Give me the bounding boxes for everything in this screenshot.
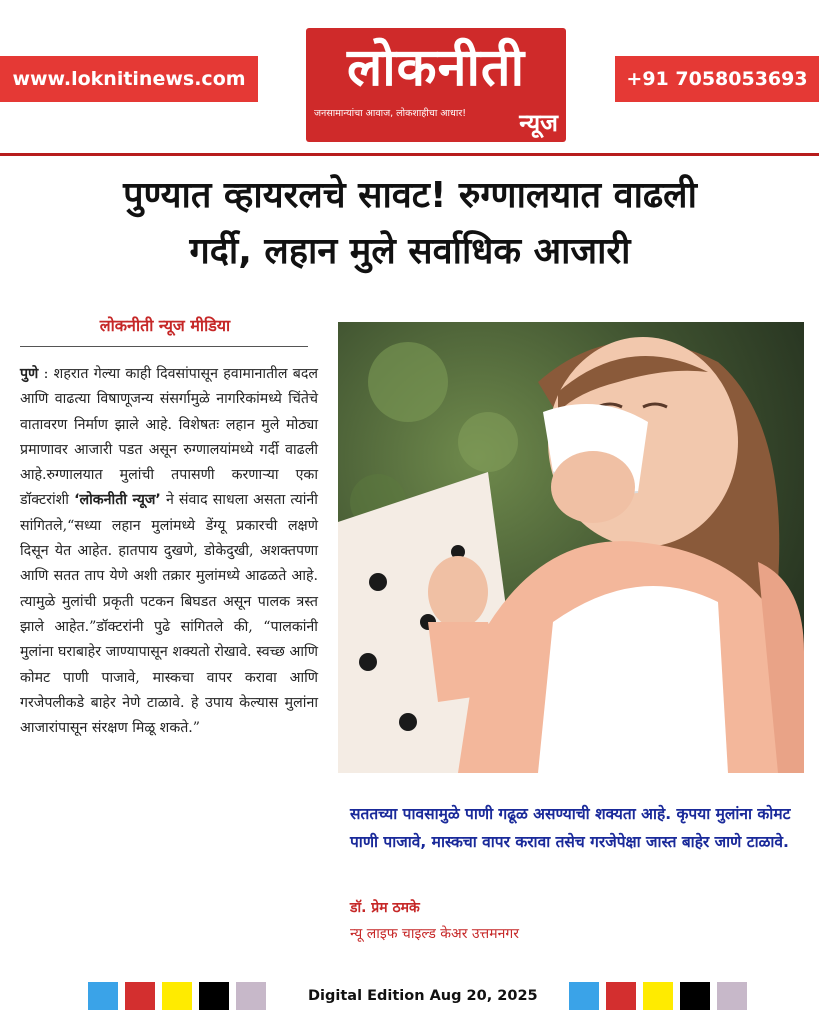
color-swatch-red <box>606 982 636 1010</box>
phone-number[interactable]: +91 7058053693 <box>626 68 808 90</box>
doctor-name: डॉ. प्रेम ठमके <box>350 900 420 916</box>
logo-sub-text: न्यूज <box>519 109 558 137</box>
color-swatch-cyan <box>88 982 118 1010</box>
color-swatch-lilac <box>717 982 747 1010</box>
hospital-name: न्यू लाइफ चाइल्ड केअर उत्तमनगर <box>350 926 519 942</box>
color-swatch-cyan <box>569 982 599 1010</box>
logo-main-text: लोकनीती <box>346 38 526 98</box>
byline-divider <box>20 346 308 347</box>
article-photo <box>338 322 804 773</box>
color-swatch-yellow <box>643 982 673 1010</box>
color-swatch-black <box>199 982 229 1010</box>
brand-mention: ‘लोकनीती न्यूज’ <box>74 492 161 509</box>
logo-tagline: जनसामान्यांचा आवाज, लोकशाहीचा आधार! <box>314 108 467 119</box>
headline-line-1: पुण्यात व्हायरलचे सावट! रुग्णालयात वाढली <box>123 175 697 216</box>
website-url[interactable]: www.loknitinews.com <box>12 68 246 90</box>
phone-banner[interactable] <box>615 56 819 102</box>
article-body <box>20 362 318 741</box>
dateline: पुणे <box>20 366 39 382</box>
article-paragraph-1: : शहरात गेल्या काही दिवसांपासून हवामानातील बदल आणि वाढत्या विषाणूजन्य संसर्गामुळे नागरिकांमध्ये चिंतेचे वातावरण निर्माण झाले आहे. विशेषतः लहान मुले मोठ्या प्रमाणावर आजारी पडत असून रुग्णालयांमध्ये गर्दी वाढली आहे.रुग्णालयात मुलांची तपासणी करणाऱ्या एका डॉक्टरांशी <box>20 366 318 509</box>
color-swatch-yellow <box>162 982 192 1010</box>
edition-label: Digital Edition Aug 20, 2025 <box>308 988 538 1004</box>
header-divider <box>0 153 819 156</box>
brand-logo <box>306 28 566 142</box>
website-banner[interactable] <box>0 56 258 102</box>
color-swatch-red <box>125 982 155 1010</box>
doctor-quote: सततच्या पावसामुळे पाणी गढूळ असण्याची शक्यता आहे. कृपया मुलांना कोमट पाणी पाजावे, मास्कचा वापर करावा तसेच गरजेपेक्षा जास्त बाहेर जाणे टाळावे. <box>350 805 791 851</box>
color-swatch-lilac <box>236 982 266 1010</box>
sneezing-child-illustration <box>338 322 804 773</box>
article-paragraph-2: ने संवाद साधला असता त्यांनी सांगितले,“सध्या लहान मुलांमध्ये डेंग्यू प्रकारची लक्षणे दिसून येत आहेत. हातपाय दुखणे, डोकेदुखी, अशक्तपणा आणि सतत ताप येणे अशी तक्रार मुलांमध्ये आढळते आहे. त्यामुळे मुलांची प्रकृती पटकन बिघडत असून पालक त्रस्त झाले आहेत.”डॉक्टरांनी पुढे सांगितले की, “पालकांनी मुलांना घराबाहेर जाण्यापासून शक्यतो रोखावे. स्वच्छ आणि कोमट पाणी पाजावे, मास्कचा वापर करावा आणि गरजेपलीकडे बाहेर नेणे टाळावे. हे उपाय केल्यास मुलांना आजारांपासून संरक्षण मिळू शकते.” <box>20 492 318 737</box>
byline: लोकनीती न्यूज मीडिया <box>99 316 231 335</box>
article-headline <box>20 168 800 280</box>
color-swatch-black <box>680 982 710 1010</box>
headline-line-2: गर्दी, लहान मुले सर्वाधिक आजारी <box>189 231 631 272</box>
